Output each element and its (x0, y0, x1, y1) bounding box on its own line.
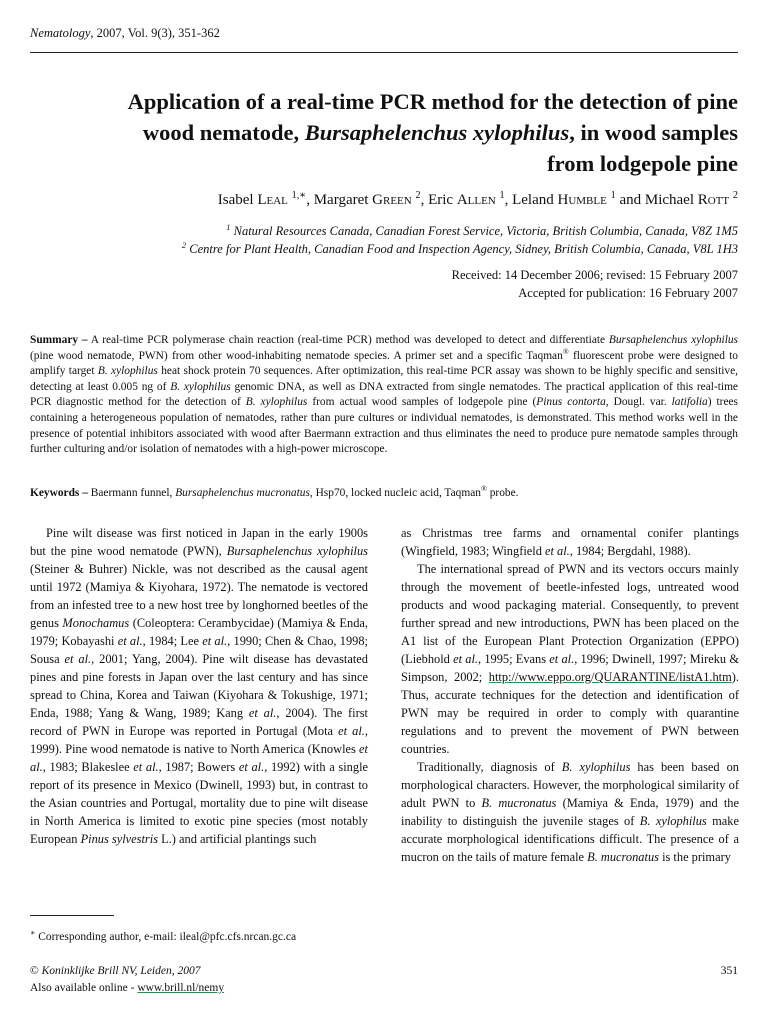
title-line-2b: , in wood samples (569, 120, 738, 145)
author: Margaret Green $^2$, (313, 190, 429, 208)
publication-dates (452, 266, 738, 302)
keywords: Keywords – Baermann funnel, Bursaphelenchus mucronatus, Hsp70, locked nucleic acid, Taqman® probe. (30, 484, 519, 499)
keywords-label: Keywords – (30, 487, 88, 499)
paragraph: Pine wilt disease was first noticed in Japan in the early 1900s but the pine wood nematode (PWN), Bursaphelenchus xylophilus (Steiner & Buhrer) Nickle, was not described as the causal agent until 1972 (Mamiya & Kiyohara, 1972). The nematode is vectored from an infested tree to a new host tree by longhorned beetles of the genus Monochamus (Coleoptera: Cerambycidae) (Mamiya & Enda, 1979; Kobayashi et al., 1984; Lee et al., 1990; Chen & Chao, 1998; Sousa et al., 2001; Yang, 2004). Pine wilt disease has devastated pines and pine forests in Japan over the last century and has since spread to China, Korea and Taiwan (Kiyohara & Tokushige, 1971; Enda, 1988; Yang & Wang, 1989; Kang et al., 2004). The first record of PWN in Europe was reported in Portugal (Mota et al., 1999). Pine wood nematode is native to North America (Knowles et al., 1983; Blakeslee et al., 1987; Bowers et al., 1992) with a single report of its presence in Mexico (Dwinell, 1993) but, in contrast to the Asian countries and Portugal, mortality due to pine wilt disease in North America is limited to exotic pine species (most notably European Pinus sylvestris L.) and artificial plantings such (30, 526, 369, 846)
affiliation-2: $^2$ Centre for Plant Health, Canadian Food and Inspection Agency, Sidney, British Columbia, Canada, V8L 1H3 (181, 239, 738, 256)
author: Leland Humble $^1$ and (512, 190, 645, 208)
affiliation-1: $^1$ Natural Resources Canada, Canadian Forest Service, Victoria, British Columbia, Canada, V8Z 1M5 (226, 221, 738, 238)
journal-citation (30, 26, 220, 41)
header-rule (30, 52, 738, 53)
title-line-3: from lodgepole pine (547, 151, 738, 176)
footnote-rule (30, 915, 114, 916)
footnote: ∗ Corresponding author, e-mail: ileal@pfc.cfs.nrcan.gc.ca (30, 928, 297, 943)
abstract: Summary – A real-time PCR polymerase chain reaction (real-time PCR) method was developed to detect and differentiate Bursaphelenchus xylophilus (pine wood nematode, PWN) from other wood-inhabiting nematode species. A primer set and a specific Taqman® fluorescent probe were designed to amplify target B. xylophilus heat shock protein 70 sequences. After optimization, this real-time PCR assay was shown to be highly specific and sensitive, detecting at least 0.005 ng of B. xylophilus genomic DNA, as well as DNA extracted from single nematodes. The practical application of this real-time PCR diagnostic method for the detection of B. xylophilus from actual wood samples of lodgepole pine (Pinus contorta, Dougl. var. latifolia) trees containing a heterogeneous population of nematodes, rather than pure cultures or individual nematodes, is demonstrated. This method works well in the presence of potential inhibitors associated with wood after Baermann extraction and thus eliminates the need to produce pure nematode samples through further culturing and/or isolation of nematodes with a high-power microscope. (30, 334, 738, 456)
author: Isabel Leal $^{1,∗}$, (217, 190, 314, 208)
title-line-1: Application of a real-time PCR method for the detection of pine (127, 89, 738, 114)
author: Eric Allen $^1$, (428, 190, 513, 208)
publisher: Koninklijke Brill NV, Leiden, 2007 (41, 965, 201, 977)
affiliations (182, 222, 738, 258)
page-number: 351 (720, 965, 738, 977)
paragraph: The international spread of PWN and its vectors occurs mainly through the movement of beetle-infested logs, untreated wood products and wood packaging material. Consequently, to prevent further spread and new introductions, PWN has been placed on the A1 list of the European Plant Protection Organization (EPPO) (Liebhold et al., 1995; Evans et al., 1996; Dwinell, 1997; Mireku & Simpson, 2002; http://www.eppo.org/QUARANTINE/listA1.htm). Thus, accurate techniques for the detection and identification of PWN may be required in order to comply with quarantine regulations and to prevent the movement of PWN between countries. (401, 562, 739, 756)
body-column-right (401, 524, 739, 866)
journal-website-link[interactable]: www.brill.nl/nemy (137, 982, 225, 994)
title-line-2a: wood nematode, (142, 120, 305, 145)
eppo-link[interactable]: http://www.eppo.org/QUARANTINE/listA1.htm (488, 670, 732, 684)
copyright: © Koninklijke Brill NV, Leiden, 2007 (30, 965, 201, 977)
body-column-left (30, 524, 368, 848)
accepted-date: Accepted for publication: 16 February 2007 (518, 286, 738, 300)
journal-volume: , 2007, Vol. 9(3), 351-362 (90, 26, 220, 40)
author: Michael Rott $^2$ (644, 190, 738, 208)
article-title (38, 86, 738, 179)
author-list (218, 192, 738, 209)
paragraph: Traditionally, diagnosis of B. xylophilus has been based on morphological characters. However, the morphological similarity of adult PWN to B. mucronatus (Mamiya & Enda, 1979) and the inability to distinguish the juvenile stages of B. xylophilus make accurate morphological identifications difficult. The presence of a mucron on the tails of mature female B. mucronatus is the primary (401, 760, 740, 864)
title-species: Bursaphelenchus xylophilus (304, 120, 570, 145)
summary-label: Summary – (30, 334, 88, 346)
received-date: Received: 14 December 2006; revised: 15 February 2007 (451, 268, 738, 282)
paragraph: as Christmas tree farms and ornamental conifer plantings (Wingfield, 1983; Wingfield et al., 1984; Bergdahl, 1988). (401, 526, 739, 558)
online-availability: Also available online - www.brill.nl/nemy (30, 982, 225, 994)
journal-name: Nematology (30, 26, 91, 40)
